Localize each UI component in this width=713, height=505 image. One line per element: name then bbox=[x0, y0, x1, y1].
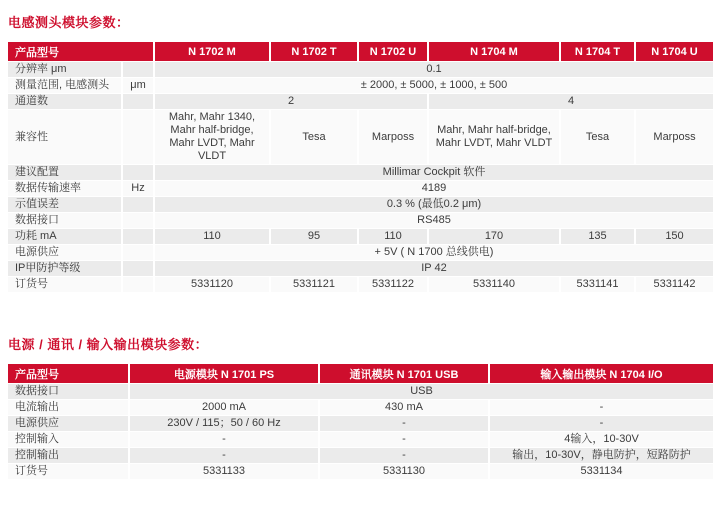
table-row bbox=[8, 181, 713, 197]
param-label-cell: 电源供应 bbox=[8, 416, 130, 432]
value-cell: Tesa bbox=[561, 110, 636, 165]
header-cell-model: N 1704 U bbox=[636, 42, 713, 62]
unit-cell bbox=[123, 245, 155, 261]
header-cell-model: N 1702 U bbox=[359, 42, 429, 62]
unit-cell: Hz bbox=[123, 181, 155, 197]
value-cell: 2000 mA bbox=[130, 400, 320, 416]
value-cell: 5331142 bbox=[636, 277, 713, 293]
param-label-cell: 通道数 bbox=[8, 94, 123, 110]
param-label-cell: 兼容性 bbox=[8, 110, 123, 165]
table-row bbox=[8, 197, 713, 213]
value-cell: 5331140 bbox=[429, 277, 561, 293]
value-cell: - bbox=[490, 416, 713, 432]
table-row bbox=[8, 277, 713, 293]
value-cell: - bbox=[320, 432, 490, 448]
value-cell: 5331130 bbox=[320, 464, 490, 480]
table-row bbox=[8, 464, 713, 480]
table-row bbox=[8, 261, 713, 277]
value-cell: ± 2000, ± 5000, ± 1000, ± 500 bbox=[155, 78, 713, 94]
value-cell: - bbox=[130, 432, 320, 448]
value-cell: Mahr, Mahr 1340, Mahr half-bridge, Mahr LVDT, Mahr VLDT bbox=[155, 110, 271, 165]
header-cell-model: 通讯模块 N 1701 USB bbox=[320, 364, 490, 384]
unit-cell bbox=[123, 261, 155, 277]
table-row bbox=[8, 213, 713, 229]
unit-cell bbox=[123, 213, 155, 229]
table-row bbox=[8, 432, 713, 448]
param-label-cell: 电流输出 bbox=[8, 400, 130, 416]
value-cell: 4 bbox=[429, 94, 713, 110]
value-cell: 5331133 bbox=[130, 464, 320, 480]
unit-cell bbox=[123, 94, 155, 110]
param-label-cell: 数据传输速率 bbox=[8, 181, 123, 197]
value-cell: 110 bbox=[155, 229, 271, 245]
value-cell: 5331134 bbox=[490, 464, 713, 480]
table-row bbox=[8, 448, 713, 464]
unit-cell: μm bbox=[123, 78, 155, 94]
table-row bbox=[8, 416, 713, 432]
header-cell-model: N 1704 T bbox=[561, 42, 636, 62]
value-cell: 0.3 % (最低0.2 μm) bbox=[155, 197, 713, 213]
value-cell: 输出，10-30V，静电防护，短路防护 bbox=[490, 448, 713, 464]
param-label-cell: 订货号 bbox=[8, 464, 130, 480]
param-label-cell: IP甲防护等级 bbox=[8, 261, 123, 277]
table-row bbox=[8, 78, 713, 94]
value-cell: 5331141 bbox=[561, 277, 636, 293]
value-cell: IP 42 bbox=[155, 261, 713, 277]
value-cell: Marposs bbox=[636, 110, 713, 165]
unit-cell bbox=[123, 62, 155, 78]
header-cell-param: 产品型号 bbox=[8, 42, 155, 62]
table-row bbox=[8, 94, 713, 110]
value-cell: 95 bbox=[271, 229, 359, 245]
value-cell: USB bbox=[130, 384, 713, 400]
header-cell-model: N 1704 M bbox=[429, 42, 561, 62]
value-cell: 110 bbox=[359, 229, 429, 245]
table-row bbox=[8, 62, 713, 78]
value-cell: 135 bbox=[561, 229, 636, 245]
param-label-cell: 测量范围, 电感测头 bbox=[8, 78, 123, 94]
table-row bbox=[8, 400, 713, 416]
param-label-cell: 建议配置 bbox=[8, 165, 123, 181]
value-cell: 230V / 115；50 / 60 Hz bbox=[130, 416, 320, 432]
value-cell: Mahr, Mahr half-bridge, Mahr LVDT, Mahr VLDT bbox=[429, 110, 561, 165]
table-row bbox=[8, 384, 713, 400]
value-cell: Millimar Cockpit 软件 bbox=[155, 165, 713, 181]
value-cell: 5331122 bbox=[359, 277, 429, 293]
inductive-probe-modules-table bbox=[8, 42, 713, 293]
value-cell: Tesa bbox=[271, 110, 359, 165]
value-cell: 430 mA bbox=[320, 400, 490, 416]
value-cell: 150 bbox=[636, 229, 713, 245]
value-cell: 5331121 bbox=[271, 277, 359, 293]
param-label-cell: 分辨率 μm bbox=[8, 62, 123, 78]
value-cell: + 5V ( N 1700 总线供电) bbox=[155, 245, 713, 261]
value-cell: - bbox=[490, 400, 713, 416]
table-row bbox=[8, 229, 713, 245]
value-cell: 4输入，10-30V bbox=[490, 432, 713, 448]
table-row bbox=[8, 245, 713, 261]
param-label-cell: 控制输入 bbox=[8, 432, 130, 448]
unit-cell bbox=[123, 277, 155, 293]
param-label-cell: 数据接口 bbox=[8, 384, 130, 400]
unit-cell bbox=[123, 229, 155, 245]
value-cell: - bbox=[320, 448, 490, 464]
value-cell: Marposs bbox=[359, 110, 429, 165]
value-cell: 0.1 bbox=[155, 62, 713, 78]
param-label-cell: 控制输出 bbox=[8, 448, 130, 464]
value-cell: RS485 bbox=[155, 213, 713, 229]
table-row bbox=[8, 165, 713, 181]
value-cell: - bbox=[130, 448, 320, 464]
unit-cell bbox=[123, 165, 155, 181]
value-cell: - bbox=[320, 416, 490, 432]
unit-cell bbox=[123, 197, 155, 213]
inductive-probe-modules-title: 电感测头模块参数： bbox=[8, 15, 130, 30]
value-cell: 5331120 bbox=[155, 277, 271, 293]
value-cell: 4189 bbox=[155, 181, 713, 197]
unit-cell bbox=[123, 110, 155, 165]
power-comm-io-modules-table bbox=[8, 364, 713, 480]
header-cell-model: 输入输出模块 N 1704 I/O bbox=[490, 364, 713, 384]
power-comm-io-modules-title: 电源 / 通讯 / 输入输出模块参数： bbox=[8, 337, 209, 352]
param-label-cell: 数据接口 bbox=[8, 213, 123, 229]
param-label-cell: 示值误差 bbox=[8, 197, 123, 213]
param-label-cell: 电源供应 bbox=[8, 245, 123, 261]
param-label-cell: 订货号 bbox=[8, 277, 123, 293]
header-cell-param: 产品型号 bbox=[8, 364, 130, 384]
param-label-cell: 功耗 mA bbox=[8, 229, 123, 245]
value-cell: 2 bbox=[155, 94, 429, 110]
header-cell-model: N 1702 M bbox=[155, 42, 271, 62]
table-row bbox=[8, 110, 713, 165]
header-cell-model: N 1702 T bbox=[271, 42, 359, 62]
value-cell: 170 bbox=[429, 229, 561, 245]
header-cell-model: 电源模块 N 1701 PS bbox=[130, 364, 320, 384]
